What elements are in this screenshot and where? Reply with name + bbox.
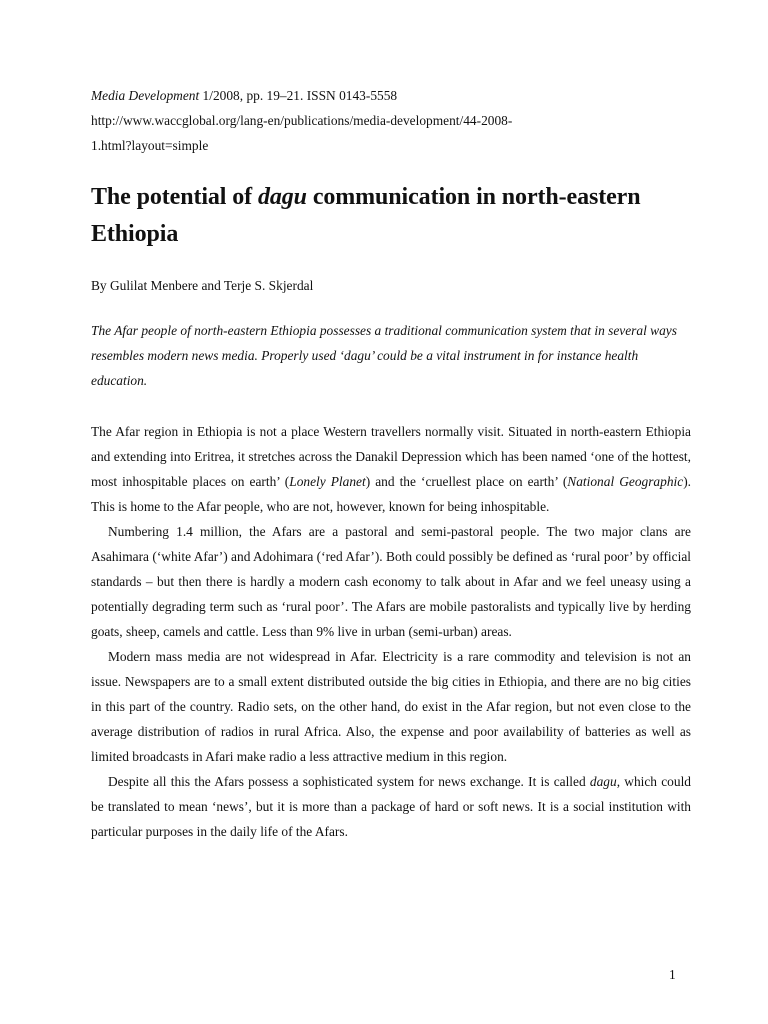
body-paragraph-1-text-a: The Afar region in Ethiopia is not a place Western travellers normally visit. Situated in north-eastern Ethiopia and extending into Eritrea, it stretches across the Danakil Depression which has been named ‘one of the hottest, most inhospitable places on earth’ ( [91,424,691,489]
body-paragraph-2: Numbering 1.4 million, the Afars are a pastoral and semi-pastoral people. The two major clans are Asahimara (‘white Afar’) and Adohimara (‘red Afar’). Both could possibly be defined as ‘rural poor’ by official standards – but then there is hardly a modern cash economy to talk about in Afar and we feel uneasy using a potentially degrading term such as ‘rural poor’. The Afars are mobile pastoralists and typically live by herding goats, sheep, camels and cattle. Less than 9% live in urban (semi-urban) areas. [91,524,691,639]
page-number: 1 [669,967,676,982]
body-paragraph-4 [91,769,691,844]
body-paragraph-4-text-b: , which could be translated to mean ‘news’, but it is more than a package of hard or soft news. It is a social institution with particular purposes in the daily life of the Afars. [91,774,691,839]
citation-details: 1/2008, pp. 19–21. ISSN 0143-5558 [199,88,398,103]
body-paragraph-1-emphasis-1: Lonely Planet [289,474,366,489]
lead-paragraph: The Afar people of north-eastern Ethiopia possesses a traditional communication system that in several ways resembles modern news media. Properly used ‘dagu’ could be a vital instrument in for instance health education. [91,323,677,388]
source-url-line-2: 1.html?layout=simple [91,138,209,153]
citation-line [91,83,691,108]
body-paragraph-1-emphasis-2: National Geographic [567,474,684,489]
body-paragraph-1 [91,419,691,519]
body-paragraph-1-text-b: ) and the ‘cruellest place on earth’ ( [365,474,568,489]
byline: By Gulilat Menbere and Terje S. Skjerdal [91,278,314,293]
body-paragraph-4-text-a: Despite all this the Afars possess a sophisticated system for news exchange. It is called [108,774,590,789]
body-paragraph-4-emphasis: dagu [589,774,617,789]
title-part-2: communication in north-eastern Ethiopia [91,184,641,247]
source-url-line-1: http://www.waccglobal.org/lang-en/publications/media-development/44-2008- [91,113,513,128]
article-title [91,179,691,253]
journal-name: Media Development [91,88,200,103]
title-italic-term: dagu [257,184,307,210]
article-body [91,419,691,844]
title-part-1: The potential of [91,184,258,210]
body-paragraph-3: Modern mass media are not widespread in Afar. Electricity is a rare commodity and television is not an issue. Newspapers are to a small extent distributed outside the big cities in Ethiopia, and there are no big cities in this part of the country. Radio sets, on the other hand, do exist in the Afar region, but not even close to the average distribution of radios in rural Africa. Also, the expense and poor availability of batteries as well as limited broadcasts in Afari make radio a less attractive medium in this region. [91,649,691,764]
document-page [91,83,691,844]
body-paragraph-1-text-c: ). This is home to the Afar people, who are not, however, known for being inhospitable. [91,474,691,514]
